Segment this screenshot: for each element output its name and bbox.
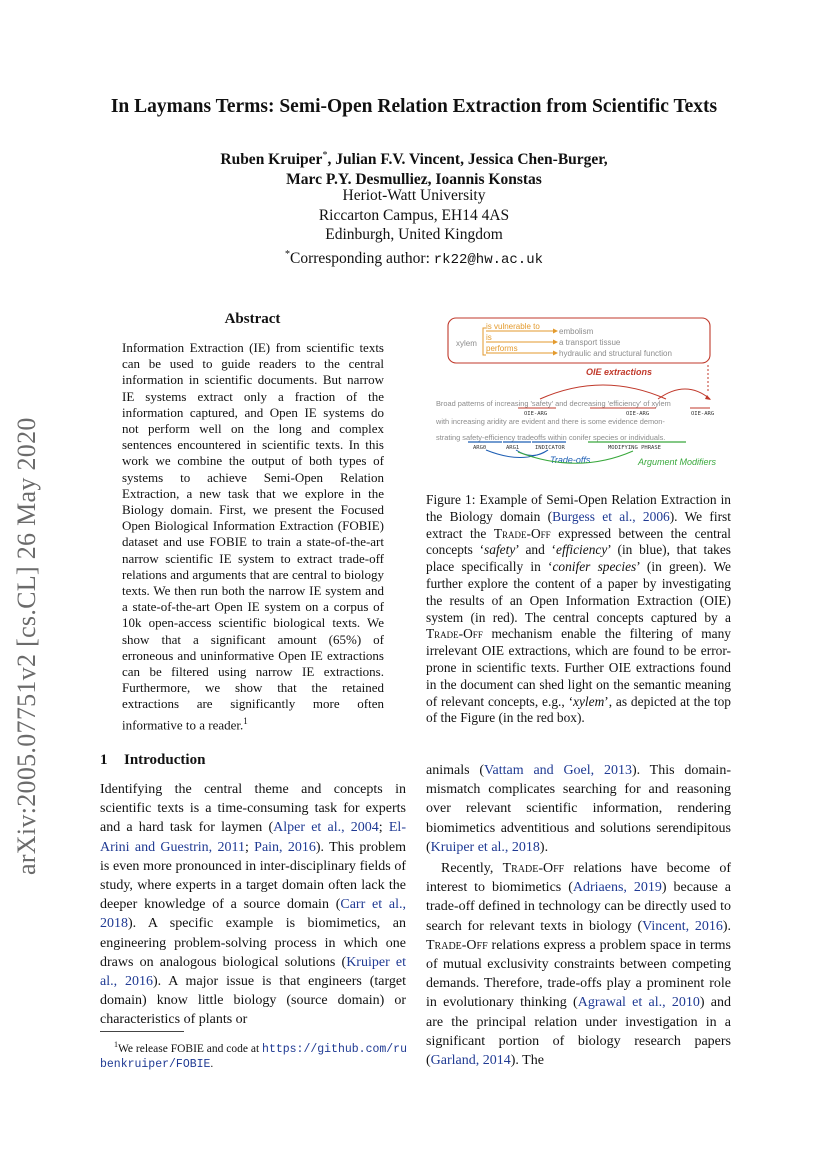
citation-link[interactable]: Garland, 2014 bbox=[430, 1053, 511, 1069]
citation-link[interactable]: Alper et al., 2004 bbox=[273, 820, 379, 836]
text-run: ’ and ‘ bbox=[515, 542, 556, 558]
fig-tag-oie-1: OIE-ARG bbox=[524, 411, 548, 417]
author-first: Ruben Kruiper bbox=[220, 151, 323, 169]
citation-link[interactable]: El-Arini and Guestrin, 2011 bbox=[100, 820, 406, 855]
text-run: Trade-Off bbox=[493, 525, 551, 541]
figure-caption bbox=[426, 492, 731, 727]
author-list bbox=[0, 146, 828, 190]
text-run: ). A major issue is that engineers (target domain) know little biology (source domain) or characteristics of plants or bbox=[100, 974, 406, 1028]
text-run: ) because a trade-off defined in technology can be directly used to search for relevant texts in biology ( bbox=[426, 880, 731, 934]
text-run: Identifying the central theme and concepts in scientific texts is a time-consuming task for experts and a hard task for laymen ( bbox=[100, 782, 406, 836]
affiliation bbox=[0, 186, 828, 270]
text-run: conifer species bbox=[552, 559, 637, 575]
text-run: ). This domain-mismatch complicates searching for and reasoning over relevant scientific information, rendering biomimetics adventitious and solutions serendipitous ( bbox=[426, 763, 731, 855]
section-title: Introduction bbox=[124, 752, 206, 768]
corresponding-star: * bbox=[284, 248, 290, 260]
footnote bbox=[100, 1037, 410, 1072]
city: Edinburgh, United Kingdom bbox=[325, 226, 503, 243]
text-run: Trade-Off bbox=[426, 626, 483, 642]
fig-rel1: is vulnerable to bbox=[486, 322, 540, 331]
fig-sentence-1: Broad patterns of increasing 'safety' and decreasing 'efficiency' of xylem bbox=[436, 399, 671, 408]
citation-link[interactable]: Kruiper et al., 2018 bbox=[430, 839, 540, 855]
footnote-text: We release FOBIE and code at bbox=[118, 1042, 263, 1055]
fig-tag-oie-3: OIE-ARG bbox=[691, 411, 715, 417]
arxiv-stamp-container bbox=[12, 355, 52, 875]
fig-tag-arg1: ARG1 bbox=[506, 445, 520, 451]
fig-arg1: embolism bbox=[559, 327, 594, 336]
text-run: ). We first extract the bbox=[426, 508, 731, 541]
text-run: ). bbox=[539, 839, 549, 855]
footnote-mark: 1 bbox=[114, 1040, 118, 1049]
citation-link[interactable]: Vattam and Goel, 2013 bbox=[484, 763, 632, 778]
text-run: ) and are the principal relation under investigation in a significant portion of biology research papers ( bbox=[426, 995, 731, 1069]
citation-link[interactable]: Pain, 2016 bbox=[254, 839, 316, 855]
text-run: Trade-Off bbox=[502, 861, 565, 877]
text-run: ). The bbox=[510, 1053, 544, 1069]
fig-tradeoffs-label: Trade-offs bbox=[550, 455, 591, 465]
fig-tag-oie-2: OIE-ARG bbox=[626, 411, 650, 417]
campus: Riccarton Campus, EH14 4AS bbox=[318, 206, 510, 224]
citation-link[interactable]: Agrawal et al., 2010 bbox=[577, 995, 700, 1011]
text-run: Recently, bbox=[441, 861, 503, 877]
text-run: Figure 1: Example of Semi-Open Relation Extraction in the Biology domain ( bbox=[426, 492, 731, 524]
fig-arrowhead-2 bbox=[553, 340, 558, 345]
footnote-rule bbox=[100, 1031, 184, 1032]
corresponding-mark: * bbox=[322, 150, 328, 161]
fig-arrowhead-1 bbox=[553, 329, 558, 334]
abstract-footnote-mark: 1 bbox=[243, 715, 248, 726]
text-run: expressed between the central concepts ‘ bbox=[426, 525, 732, 558]
text-run: ). This problem is even more pronounced in inter-disciplinary fields of study, where experts in a target domain often lack the deeper knowledge of a source domain ( bbox=[100, 839, 406, 913]
footnote-link[interactable]: https://github.com/rubenkruiper/FOBIE bbox=[100, 1042, 407, 1071]
text-run: ’ (in blue), that takes place specifically in ‘ bbox=[426, 542, 731, 575]
authors-rest: , Julian F.V. Vincent, Jessica Chen-Burger, bbox=[327, 151, 608, 169]
text-run: relations have become of interest to biomimetics ( bbox=[426, 861, 731, 896]
text-run: safety bbox=[484, 542, 516, 558]
text-run: xylem bbox=[573, 693, 605, 709]
text-run: ; bbox=[244, 839, 255, 855]
abstract-heading: Abstract bbox=[224, 311, 281, 327]
fig-modifiers-label: Argument Modifiers bbox=[638, 457, 717, 467]
fig-sentence-2: with increasing aridity are evident and there is some evidence demon- bbox=[436, 417, 665, 426]
university: Heriot-Watt University bbox=[342, 187, 486, 204]
abstract-text: Information Extraction (IE) from scientific texts can be used to guide readers to the central information in scientific documents. But narrow IE systems extract only a fraction of the information captured, and Open IE systems do not perform well on the long and complex sentences encountered in scientific texts. In this work we combine the output of both types of systems to achieve Semi-Open Relation Extraction, a new task that we explore in the Biology domain. First, we present the Focused Open Biological Information Extraction (FOBIE) dataset and use FOBIE to train a state-of-the-art narrow scientific IE system to extract trade-off relations and arguments that are central to biology texts. We then run both the narrow IE system and a state-of-the-art Open IE system on a corpus of 10k open-access scientific biological texts. We show that a significant amount (65%) of erroneous and uninformative Open IE extractions can be filtered using narrow IE extractions. Furthermore, we show that the retained extractions are significantly more often informative to a reader. bbox=[122, 340, 384, 732]
corresponding-author bbox=[0, 245, 828, 271]
section-number: 1 bbox=[100, 752, 108, 768]
text-run: ’, as depicted at the top of the Figure (in the red box). bbox=[426, 693, 731, 726]
arxiv-stamp: arXiv:2005.07751v2 [cs.CL] 26 May 2020 bbox=[12, 417, 41, 875]
section-heading bbox=[100, 752, 205, 769]
fig-rel3: performs bbox=[486, 344, 518, 353]
citation-link[interactable]: Vincent, 2016 bbox=[642, 918, 723, 934]
text-run: Trade-Off bbox=[426, 937, 488, 953]
figure-1 bbox=[428, 313, 733, 473]
fig-tag-arg0: ARG0 bbox=[473, 445, 487, 451]
email-link[interactable]: rk22@hw.ac.uk bbox=[433, 251, 543, 268]
paragraph bbox=[426, 859, 731, 1070]
text-run: efficiency bbox=[556, 542, 608, 558]
fig-rel2: is bbox=[486, 333, 492, 342]
abstract-body bbox=[122, 340, 384, 733]
text-run: ). bbox=[722, 918, 731, 934]
paragraph bbox=[426, 761, 731, 857]
fig-xylem: xylem bbox=[456, 339, 477, 348]
authors-line2: Marc P.Y. Desmulliez, Ioannis Konstas bbox=[286, 171, 542, 189]
fig-oie-arc-2 bbox=[658, 389, 710, 399]
paper-title: In Laymans Terms: Semi-Open Relation Extraction from Scientific Texts bbox=[110, 96, 718, 117]
citation-link[interactable]: Burgess et al., 2006 bbox=[552, 508, 670, 524]
citation-link[interactable]: Kruiper et al., 2016 bbox=[100, 954, 406, 990]
fig-arg2: a transport tissue bbox=[559, 338, 621, 347]
text-run: ’ (in green). We further explore the content of a paper by investigating the results of an Open Information Extraction (OIE) system (in red). The central concepts captured by a bbox=[426, 559, 731, 625]
intro-column-1 bbox=[100, 780, 406, 1030]
fig-oie-label: OIE extractions bbox=[586, 367, 653, 377]
text-run: mechanism enable the filtering of many irrelevant OIE extractions, which are found to be error-prone in scientific texts. Further OIE extractions found in the document can shed light on the semantic meaning of relevant concepts, e.g., ‘ bbox=[426, 626, 731, 709]
footnote-end: . bbox=[210, 1057, 214, 1070]
intro-column-2 bbox=[426, 761, 731, 1070]
text-run: ; bbox=[378, 820, 389, 836]
fig-tag-indicator: INDICATOR bbox=[535, 445, 565, 451]
fig-arrowhead-3 bbox=[553, 351, 558, 356]
citation-link[interactable]: Adriaens, 2019 bbox=[572, 880, 662, 896]
corresponding-label: Corresponding author: bbox=[289, 249, 434, 267]
fig-sentence-3: strating safety-efficiency tradeoffs within conifer species or individuals. bbox=[436, 433, 666, 442]
text-run: animals ( bbox=[426, 763, 484, 778]
text-run: ). A specific example is biomimetics, an engineering problem-solving process in which one draws on analogous biological solutions ( bbox=[100, 916, 406, 970]
fig-oie-arc-1 bbox=[540, 385, 666, 399]
fig-arg3: hydraulic and structural function bbox=[559, 349, 672, 358]
fig-tag-modifying: MODIFYING PHRASE bbox=[608, 445, 661, 451]
citation-link[interactable]: Carr et al., 2018 bbox=[100, 897, 406, 932]
text-run: relations express a problem space in terms of mutual exclusivity constraints between competing demands. Therefore, trade-offs play a prominent role in evolutionary thinking ( bbox=[426, 937, 731, 1011]
